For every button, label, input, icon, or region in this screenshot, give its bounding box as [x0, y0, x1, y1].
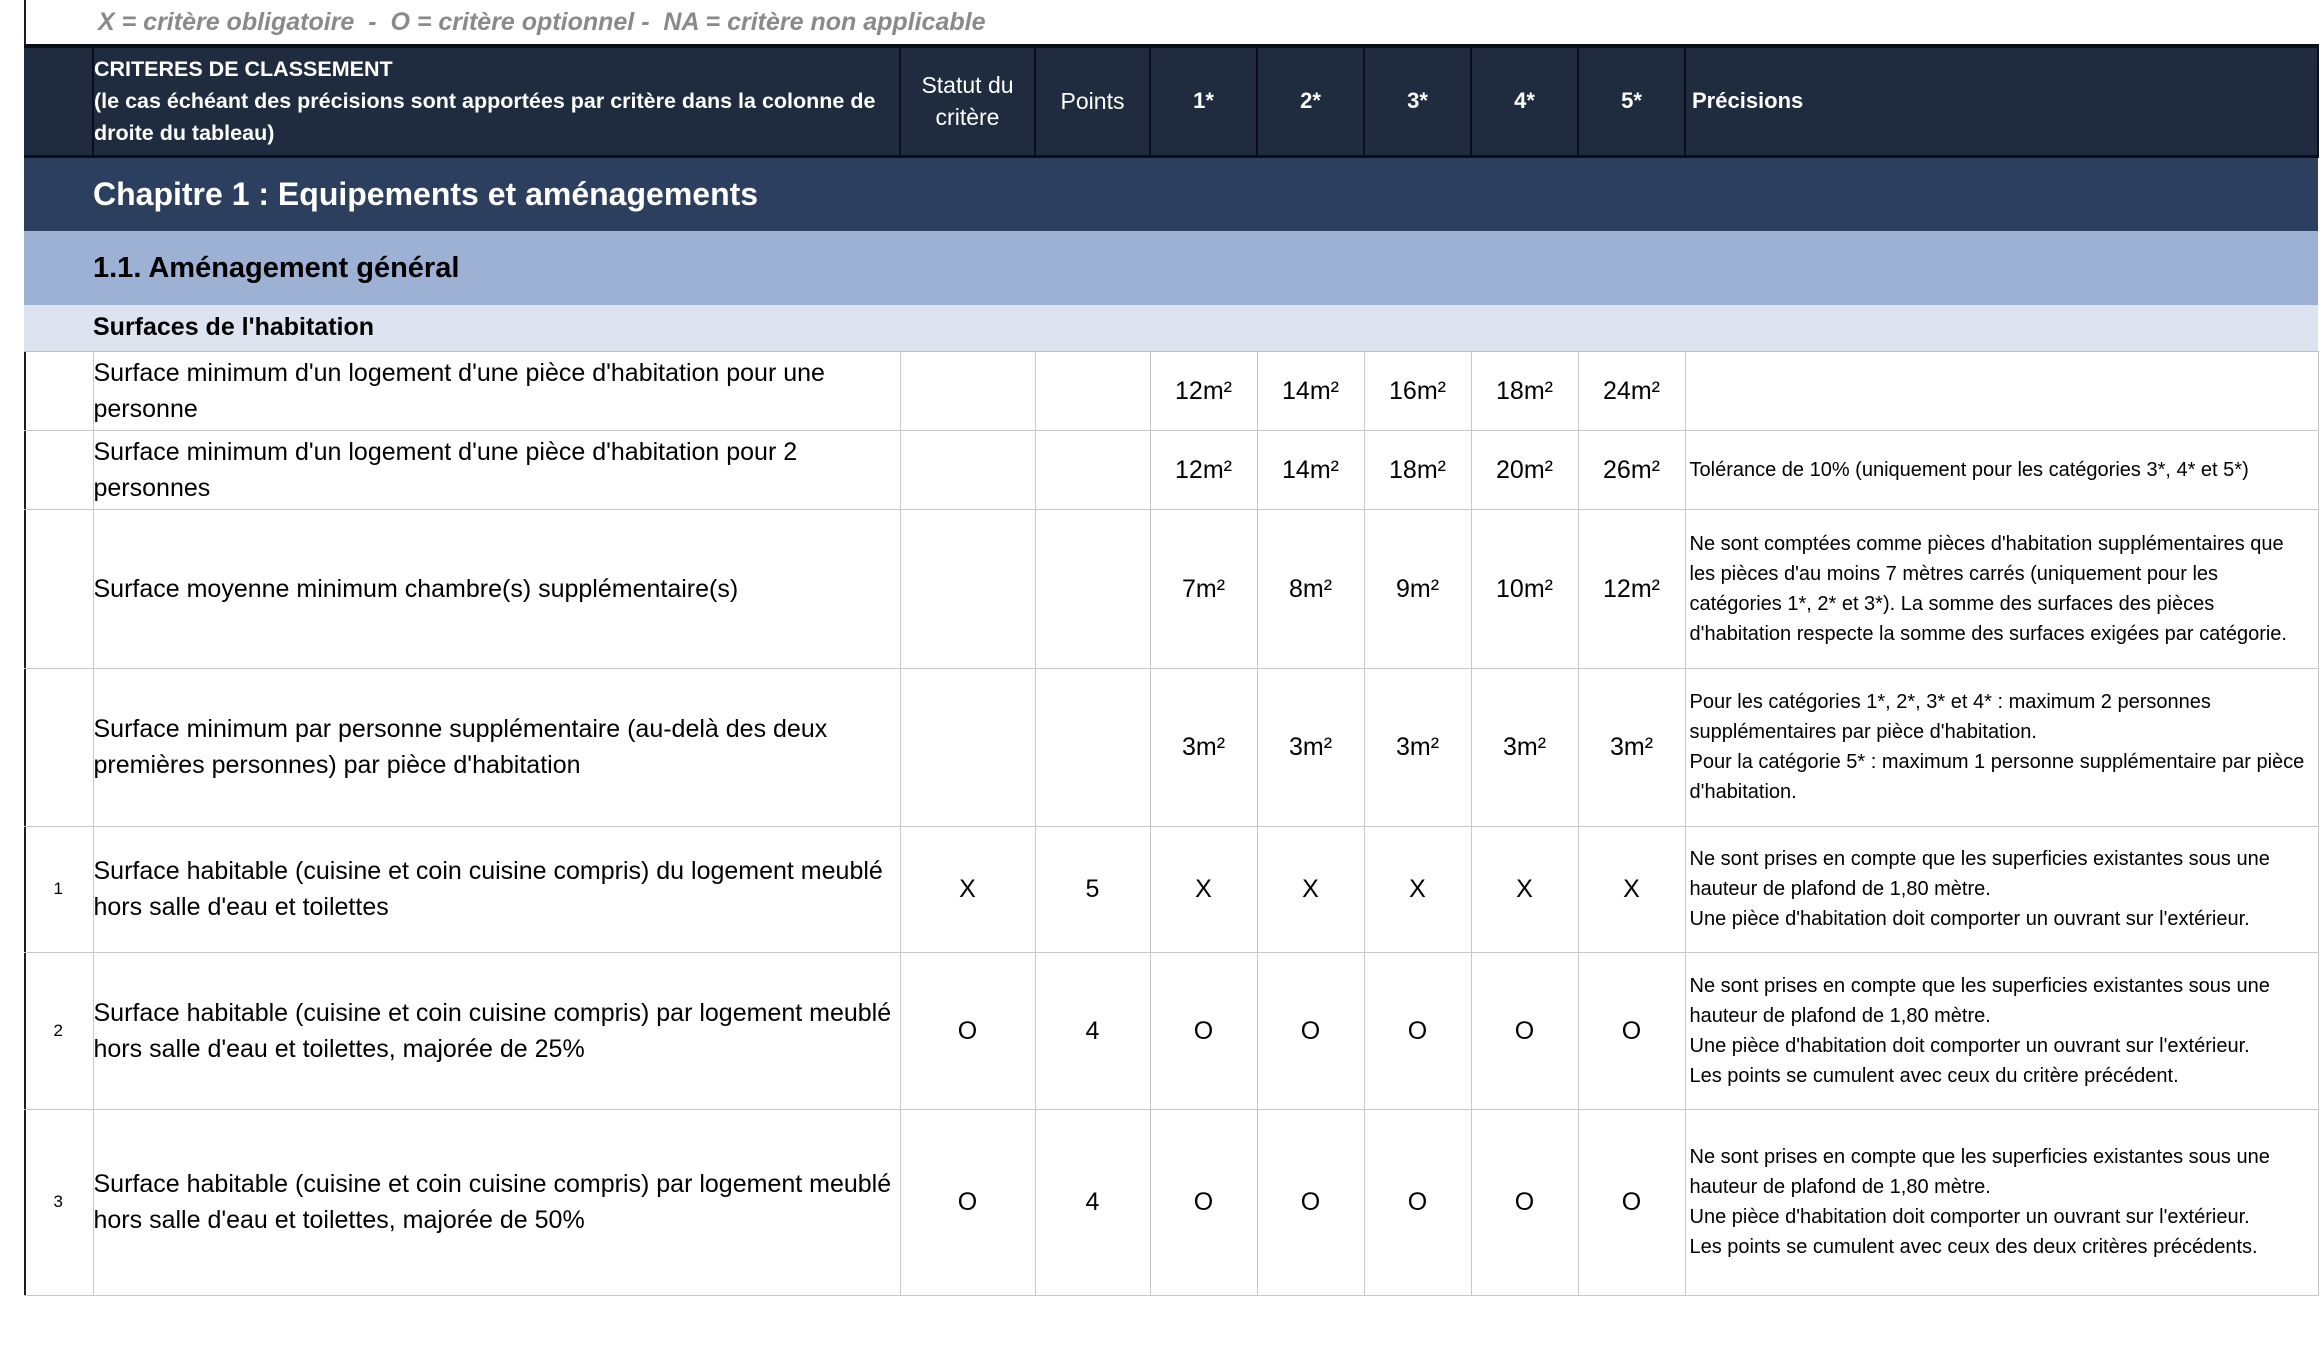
row-number: 3: [24, 1109, 93, 1295]
header-criteria: [93, 46, 900, 156]
row-status: [900, 351, 1035, 430]
subsection-title: Surfaces de l'habitation: [93, 305, 2318, 351]
row-number: [24, 509, 93, 668]
table-header-row: [24, 46, 2318, 156]
row-precisions: [1685, 1109, 2318, 1295]
row-number: [24, 430, 93, 509]
row-star-3: O: [1364, 952, 1471, 1109]
row-star-1: O: [1150, 1109, 1257, 1295]
table-row: [24, 430, 2318, 509]
row-label: Surface habitable (cuisine et coin cuisine compris) du logement meublé hors salle d'eau et toilettes: [93, 826, 900, 952]
row-star-5: 26m²: [1578, 430, 1685, 509]
row-label: Surface habitable (cuisine et coin cuisine compris) par logement meublé hors salle d'eau et toilettes, majorée de 50%: [93, 1109, 900, 1295]
table-row: [24, 826, 2318, 952]
row-status: [900, 668, 1035, 826]
row-star-4: O: [1471, 1109, 1578, 1295]
row-star-5: X: [1578, 826, 1685, 952]
row-label: Surface minimum d'un logement d'une pièce d'habitation pour une personne: [93, 351, 900, 430]
row-precisions: Tolérance de 10% (uniquement pour les catégories 3*, 4* et 5*): [1685, 430, 2318, 509]
table-row: [24, 668, 2318, 826]
row-label: Surface minimum par personne supplémentaire (au-delà des deux premières personnes) par pièce d'habitation: [93, 668, 900, 826]
row-star-2: X: [1257, 826, 1364, 952]
section-row: [24, 231, 2318, 305]
row-precisions: [1685, 826, 2318, 952]
table-row: [24, 952, 2318, 1109]
row-star-2: 14m²: [1257, 430, 1364, 509]
row-star-1: O: [1150, 952, 1257, 1109]
subsection-row: [24, 305, 2318, 351]
precision-line: Ne sont prises en compte que les superficies existantes sous une hauteur de plafond de 1,80 mètre.: [1689, 974, 2270, 1027]
header-precisions: Précisions: [1685, 46, 2318, 156]
row-points: [1035, 351, 1150, 430]
row-precisions: [1685, 952, 2318, 1109]
precision-line: Ne sont prises en compte que les superficies existantes sous une hauteur de plafond de 1,80 mètre.: [1689, 848, 2270, 900]
row-precisions: Ne sont comptées comme pièces d'habitation supplémentaires que les pièces d'au moins 7 mètres carrés (uniquement pour les catégories 1*, 2* et 3*). La somme des surfaces des pièces d'habitation respecte la somme des surfaces exigées par catégorie.: [1685, 509, 2318, 668]
header-status: Statut du critère: [900, 46, 1035, 156]
row-star-4: 18m²: [1471, 351, 1578, 430]
row-number: 1: [24, 826, 93, 952]
row-number: [24, 351, 93, 430]
row-star-5: 3m²: [1578, 668, 1685, 826]
row-star-5: O: [1578, 952, 1685, 1109]
row-star-5: 12m²: [1578, 509, 1685, 668]
row-star-4: 20m²: [1471, 430, 1578, 509]
precision-line: Une pièce d'habitation doit comporter un ouvrant sur l'extérieur.: [1689, 908, 2250, 930]
row-points: [1035, 430, 1150, 509]
row-star-2: 3m²: [1257, 668, 1364, 826]
row-points: 4: [1035, 1109, 1150, 1295]
row-star-1: X: [1150, 826, 1257, 952]
section-title: 1.1. Aménagement général: [93, 231, 2318, 305]
row-star-2: O: [1257, 1109, 1364, 1295]
row-star-2: O: [1257, 952, 1364, 1109]
header-star-1: 1*: [1150, 46, 1257, 156]
table-row: [24, 1109, 2318, 1295]
row-star-1: 3m²: [1150, 668, 1257, 826]
row-label: Surface minimum d'un logement d'une pièce d'habitation pour 2 personnes: [93, 430, 900, 509]
row-star-3: 18m²: [1364, 430, 1471, 509]
chapter-title: Chapitre 1 : Equipements et aménagements: [93, 156, 2318, 231]
row-star-3: 9m²: [1364, 509, 1471, 668]
header-points: Points: [1035, 46, 1150, 156]
row-status: X: [900, 826, 1035, 952]
row-label: Surface moyenne minimum chambre(s) supplémentaire(s): [93, 509, 900, 668]
row-star-1: 12m²: [1150, 351, 1257, 430]
row-points: [1035, 668, 1150, 826]
header-star-2: 2*: [1257, 46, 1364, 156]
row-star-4: X: [1471, 826, 1578, 952]
chapter-row: [24, 156, 2318, 231]
row-status: O: [900, 952, 1035, 1109]
row-star-4: 3m²: [1471, 668, 1578, 826]
row-star-1: 12m²: [1150, 430, 1257, 509]
precision-line: Pour la catégorie 5* : maximum 1 personne supplémentaire par pièce d'habitation.: [1689, 751, 2305, 803]
precision-line: Ne sont prises en compte que les superficies existantes sous une hauteur de plafond de 1,80 mètre.: [1689, 1146, 2270, 1198]
precision-line: Pour les catégories 1*, 2*, 3* et 4* : maximum 2 personnes supplémentaires par pièce d'habitation.: [1689, 691, 2211, 743]
row-points: 4: [1035, 952, 1150, 1109]
row-star-2: 14m²: [1257, 351, 1364, 430]
table-row: [24, 509, 2318, 668]
row-precisions: [1685, 351, 2318, 430]
row-star-3: X: [1364, 826, 1471, 952]
row-number: 2: [24, 952, 93, 1109]
header-star-5: 5*: [1578, 46, 1685, 156]
row-star-3: 16m²: [1364, 351, 1471, 430]
row-star-5: 24m²: [1578, 351, 1685, 430]
legend-text: X = critère obligatoire - O = critère optionnel - NA = critère non applicable: [98, 8, 986, 36]
row-star-3: O: [1364, 1109, 1471, 1295]
header-star-3: 3*: [1364, 46, 1471, 156]
table-row: [24, 351, 2318, 430]
row-label: Surface habitable (cuisine et coin cuisine compris) par logement meublé hors salle d'eau et toilettes, majorée de 25%: [93, 952, 900, 1109]
row-number: [24, 668, 93, 826]
row-precisions: [1685, 668, 2318, 826]
header-blank: [24, 46, 93, 156]
row-status: [900, 509, 1035, 668]
header-criteria-note: (le cas échéant des précisions sont apportées par critère dans la colonne de droite du tableau): [94, 89, 876, 146]
precision-line: Les points se cumulent avec ceux des deux critères précédents.: [1689, 1236, 2258, 1258]
row-star-4: O: [1471, 952, 1578, 1109]
row-star-3: 3m²: [1364, 668, 1471, 826]
row-status: O: [900, 1109, 1035, 1295]
header-star-4: 4*: [1471, 46, 1578, 156]
criteria-table: [24, 44, 2319, 1296]
header-criteria-title: CRITERES DE CLASSEMENT: [94, 57, 393, 82]
precision-line: Les points se cumulent avec ceux du critère précédent.: [1689, 1064, 2179, 1087]
precision-line: Une pièce d'habitation doit comporter un ouvrant sur l'extérieur.: [1689, 1034, 2250, 1057]
precision-line: Une pièce d'habitation doit comporter un ouvrant sur l'extérieur.: [1689, 1206, 2250, 1228]
row-star-4: 10m²: [1471, 509, 1578, 668]
row-star-1: 7m²: [1150, 509, 1257, 668]
row-points: 5: [1035, 826, 1150, 952]
row-points: [1035, 509, 1150, 668]
row-star-2: 8m²: [1257, 509, 1364, 668]
row-status: [900, 430, 1035, 509]
row-star-5: O: [1578, 1109, 1685, 1295]
